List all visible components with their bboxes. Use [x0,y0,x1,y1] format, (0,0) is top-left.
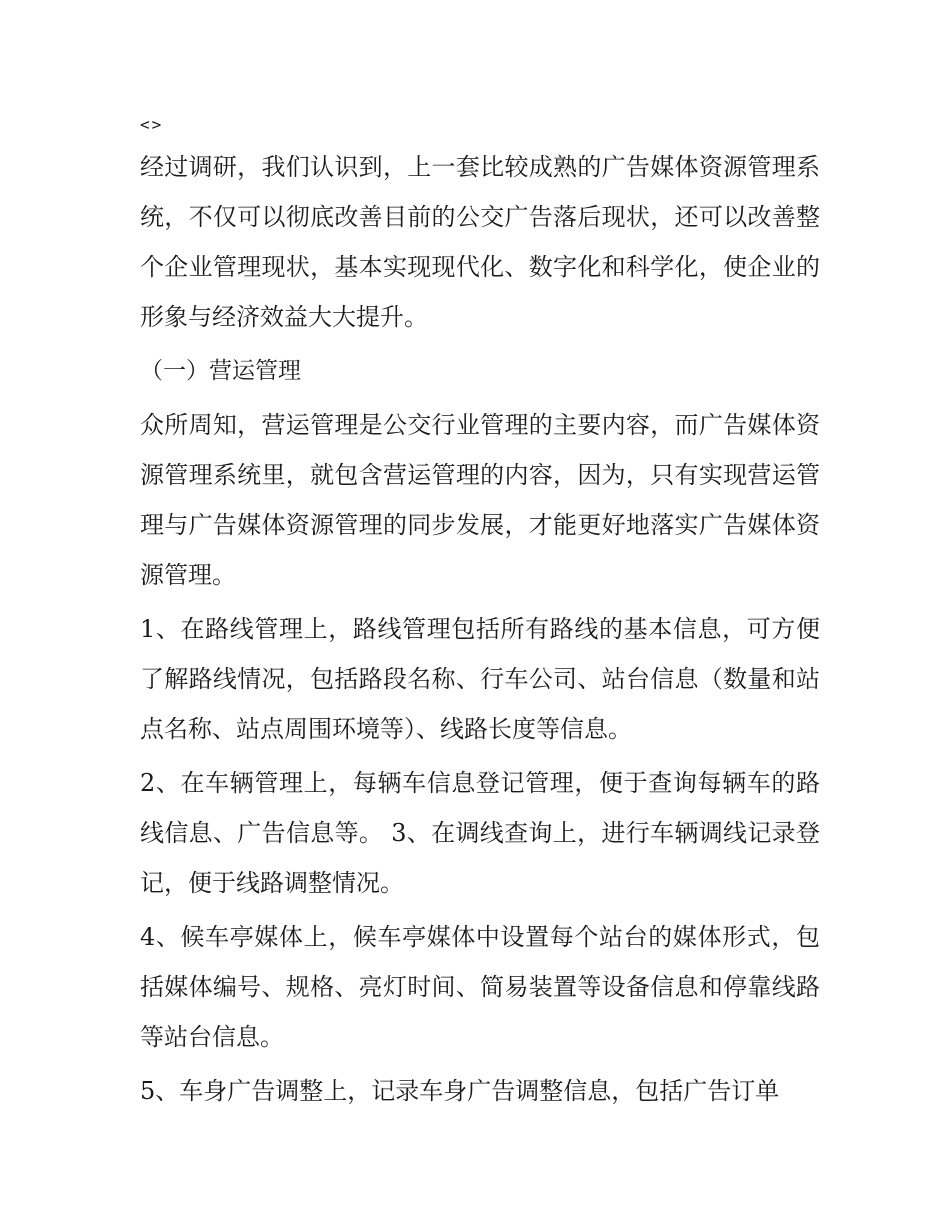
intro-paragraph: 经过调研，我们认识到，上一套比较成熟的广告媒体资源管理系统，不仅可以彻底改善目前的公交广告落后现状，还可以改善整个企业管理现状，基本实现现代化、数字化和科学化，使企业的形象与经济效益大大提升。 [140,153,820,331]
section-paragraph-shelter-media: 4、候车亭媒体上，候车亭媒体中设置每个站台的媒体形式，包括媒体编号、规格、亮灯时间、简易装置等设备信息和停靠线路等站台信息。 [140,923,820,1051]
document-body [140,110,820,1120]
section-paragraph-route-management: 1、在路线管理上，路线管理包括所有路线的基本信息，可方便了解路线情况，包括路段名称、行车公司、站台信息（数量和站点名称、站点周围环境等）、线路长度等信息。 [140,615,820,743]
section-paragraph-overview: 众所周知，营运管理是公交行业管理的主要内容，而广告媒体资源管理系统里，就包含营运管理的内容，因为，只有实现营运管理与广告媒体资源管理的同步发展，才能更好地落实广告媒体资源管理。 [140,411,820,589]
section-heading: （一）营运管理 [140,358,301,384]
section-paragraph-body-ad-adjustment: 5、车身广告调整上，记录车身广告调整信息，包括广告订单 [140,1077,780,1105]
section-paragraph-vehicle-management: 2、在车辆管理上，每辆车信息登记管理，便于查询每辆车的路线信息、广告信息等。 3、在调线查询上，进行车辆调线记录登记，便于线路调整情况。 [140,769,820,897]
angle-bracket-marker: <> [140,115,164,134]
